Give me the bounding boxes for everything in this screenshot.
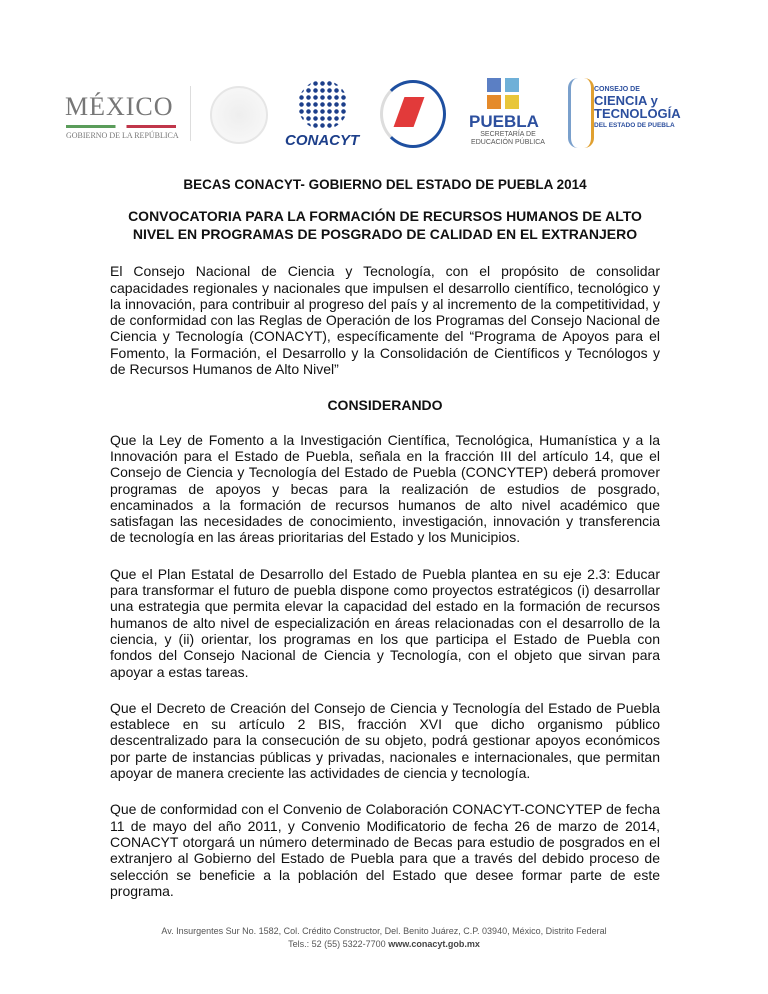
paragraph: Que de conformidad con el Convenio de Colaboración CONACYT-CONCYTEP de fecha 11 de mayo del año 2011, y Convenio Modificatorio de fecha 26 de marzo de 2014, CONACYT otorgará un número determinado de Becas para estudio de posgrados en el extranjero al Gobierno del Estado de Puebla para que a través del debido proceso de selección se beneficie a la población del Estado que desee formar parte de este programa. xyxy=(110,801,660,899)
logo-subtext: SECRETARÍA DE EDUCACIÓN PÚBLICA xyxy=(471,131,545,146)
program-ring-logo xyxy=(380,80,446,148)
flag-bar xyxy=(66,125,176,128)
footer-website-link[interactable]: www.conacyt.gob.mx xyxy=(388,939,480,949)
logo-text: MÉXICO xyxy=(65,92,174,121)
puebla-sep-logo xyxy=(465,76,555,156)
tile-icon xyxy=(487,95,501,109)
figure-icon xyxy=(394,97,425,127)
logo-text: CONACYT xyxy=(285,132,360,149)
mexico-gobierno-logo xyxy=(60,76,180,156)
logo-divider xyxy=(190,86,191,141)
logo-text-line: CIENCIA y xyxy=(594,93,658,108)
page-footer xyxy=(0,925,768,951)
section-heading: CONSIDERANDO xyxy=(327,397,443,414)
conacyt-dots-icon xyxy=(298,80,348,130)
national-seal-logo xyxy=(210,86,268,144)
document-title: BECAS CONACYT- GOBIERNO DEL ESTADO DE PUEBLA 2014 xyxy=(183,177,587,192)
document-body xyxy=(110,177,660,919)
dna-icon xyxy=(568,78,594,148)
intro-paragraph: El Consejo Nacional de Ciencia y Tecnología, con el propósito de consolidar capacidades regionales y nacionales que impulsen el desarrollo científico, tecnológico y la innovación, para contribuir al progreso del país y al incremento de la competitividad, y de conformidad con las Reglas de Operación de los Programas del Consejo Nacional de Ciencia y Tecnología (CONACYT), específicamente del “Programa de Apoyos para el Fomento, la Formación, el Desarrollo y la Consolidación de Científicos y Tecnólogos y de Recursos Humanos de Alto Nivel” xyxy=(110,263,660,378)
paragraph: Que el Plan Estatal de Desarrollo del Estado de Puebla plantea en su eje 2.3: Educar para transformar el futuro de puebla dispone como proyectos estratégicos (i) desarrollar una estrategia que permita elevar la capacidad del estado en la formación de recursos humanos de alto nivel de especialización en áreas relacionadas con el desarrollo de la ciencia, y (ii) orientar, los programas en los que participa el Estado de Puebla con fondos del Consejo Nacional de Ciencia y Tecnología, con el objeto que sirvan para apoyar a estas tareas. xyxy=(110,565,660,680)
logo-text: PUEBLA xyxy=(469,112,539,131)
logo-text-line: TECNOLOGÍA xyxy=(594,106,681,121)
paragraph: Que la Ley de Fomento a la Investigación Científica, Tecnológica, Humanística y a la Innovación para el Estado de Puebla, señala en la fracción III del artículo 14, que el Consejo de Ciencia y Tecnología del Estado de Puebla (CONCYTEP) deberá promover programas de apoyos y becas para la realización de estudios de posgrado, encaminados a la formación de recursos humanos de alto nivel académico que satisfagan las necesidades de conocimiento, investigación, innovación y transferencia de tecnología en las áreas prioritarias del Estado y los Municipios. xyxy=(110,431,660,546)
logo-subtext: DEL ESTADO DE PUEBLA xyxy=(594,122,675,129)
logo-subtext: GOBIERNO DE LA REPÚBLICA xyxy=(66,131,179,140)
footer-phone: Tels.: 52 (55) 5322-7700 xyxy=(288,939,386,949)
tile-icon xyxy=(505,78,519,92)
document-subtitle: CONVOCATORIA PARA LA FORMACIÓN DE RECURSOS HUMANOS DE ALTO NIVEL EN PROGRAMAS DE POSGRADO DE CALIDAD EN EL EXTRANJERO xyxy=(128,208,642,243)
footer-address: Av. Insurgentes Sur No. 1582, Col. Crédito Constructor, Del. Benito Juárez, C.P. 03940, México, Distrito Federal xyxy=(161,926,607,936)
tile-icon xyxy=(487,78,501,92)
concytep-logo xyxy=(560,76,690,156)
tile-icon xyxy=(505,95,519,109)
logo-text xyxy=(594,94,681,120)
logo-banner xyxy=(60,76,690,156)
paragraph: Que el Decreto de Creación del Consejo de Ciencia y Tecnología del Estado de Puebla establece en su artículo 2 BIS, fracción XVI que dicho organismo público descentralizado para la consecución de su objeto, podrá gestionar apoyos económicos por parte de instancias públicas y privadas, nacionales e internacionales, que permitan apoyar de manera creciente las actividades de ciencia y tecnología. xyxy=(110,699,660,782)
logo-text: CONSEJO DE xyxy=(594,86,640,93)
conacyt-logo xyxy=(285,76,360,156)
